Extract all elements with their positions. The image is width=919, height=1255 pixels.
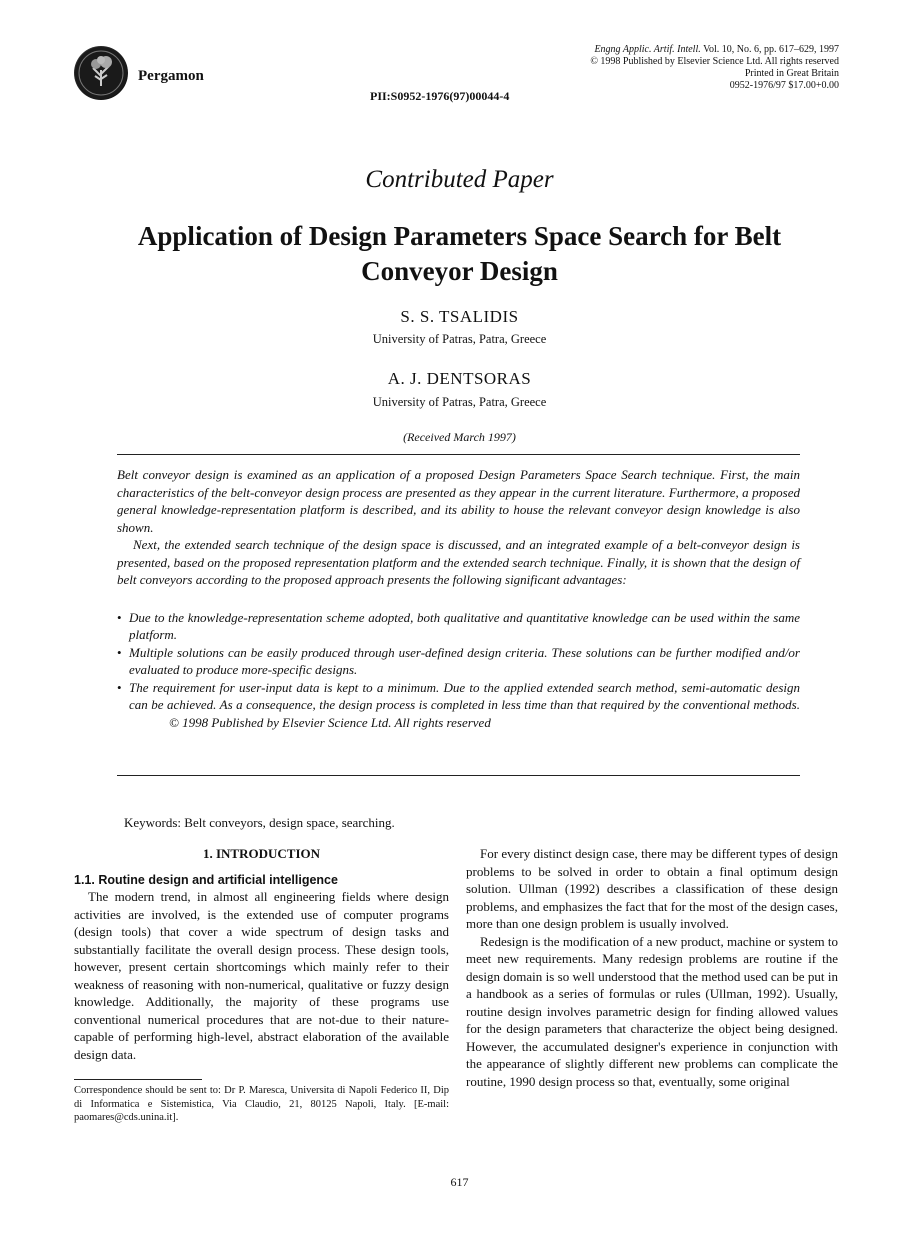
advantages-list bbox=[117, 609, 800, 732]
list-item bbox=[117, 679, 800, 732]
journal-citation-line bbox=[590, 44, 839, 56]
abstract-paragraph: Next, the extended search technique of the design space is discussed, and an integrated example of a belt-conveyor design is presented, based on the proposed representation platform and the extended search technique. Finally, it is shown that the design of belt conveyors according to the proposed approach presents the following significant advantages: bbox=[117, 537, 800, 587]
journal-price: 0952-1976/97 $17.00+0.00 bbox=[729, 80, 839, 91]
abstract-bottom-rule bbox=[117, 775, 800, 776]
title-line-1: Application of Design Parameters Space Search for Belt bbox=[137, 221, 782, 251]
author-name: A. J. DENTSORAS bbox=[387, 369, 532, 388]
journal-info bbox=[590, 44, 839, 92]
author-affiliation: University of Patras, Patra, Greece bbox=[372, 395, 547, 409]
left-column bbox=[74, 845, 449, 1125]
body-paragraph: The modern trend, in almost all engineering fields where design activities are involved, is the extended use of computer programs (design tools) that cover a wide spectrum of design tasks and substantially facilitate the overall design process. These design tools, however, present certain shortcomings which mainly refer to their weakness of reasoning with non-numerical, qualitative or fuzzy design knowledge. Additionally, the majority of these programs use conventional numerical procedures that are not-due to their nature-capable of performing high-level, abstract elaboration of the available design data. bbox=[74, 889, 449, 1062]
right-column bbox=[466, 845, 838, 1090]
subsection-heading: 1.1. Routine design and artificial intelligence bbox=[74, 873, 338, 887]
list-item: • Multiple solutions can be easily produced through user-defined design criteria. These solutions can be further modified and/or evaluated to produce more-specific designs. bbox=[117, 644, 800, 679]
abstract-top-rule bbox=[117, 454, 800, 455]
received-date: (Received March 1997) bbox=[403, 430, 516, 444]
list-item-text: The requirement for user-input data is kept to a minimum. Due to the applied extended search method, semi-automatic design can be achieved. As a consequence, the design process is completed in less time than that required by the conventional methods. bbox=[129, 679, 800, 712]
author-name: S. S. TSALIDIS bbox=[400, 307, 519, 326]
pii-code: PII:S0952-1976(97)00044-4 bbox=[370, 89, 510, 103]
abstract-paragraph: Belt conveyor design is examined as an application of a proposed Design Parameters Space Search technique. First, the main characteristics of the belt-conveyor design process are presented as they appear in the current literature. Furthermore, a proposed general knowledge-representation platform is described, and its ability to house the relevant conveyor design knowledge is also shown. bbox=[117, 467, 800, 535]
page-number: 617 bbox=[450, 1175, 469, 1189]
list-item: • Due to the knowledge-representation scheme adopted, both qualitative and quantitative knowledge can be used within the same platform. bbox=[117, 609, 800, 644]
tree-emblem-icon bbox=[74, 46, 128, 100]
journal-printed: Printed in Great Britain bbox=[744, 68, 839, 79]
journal-name: Engng Applic. Artif. Intell. bbox=[594, 44, 701, 55]
title-line-2: Conveyor Design bbox=[361, 256, 558, 286]
publisher-logo bbox=[74, 46, 128, 100]
footnote-rule bbox=[74, 1079, 202, 1080]
correspondence-footnote: Correspondence should be sent to: Dr P. Maresca, Universita di Napoli Federico II, Dip di Informatica e Sistemistica, Via Claudio, 21, 80125 Napoli, Italy. [E-mail: paomares@cds.unina.it]. bbox=[74, 1085, 449, 1123]
journal-copyright: © 1998 Published by Elsevier Science Ltd. All rights reserved bbox=[590, 56, 839, 67]
publisher-name: Pergamon bbox=[138, 68, 204, 84]
paper-type: Contributed Paper bbox=[365, 166, 554, 193]
abstract bbox=[117, 466, 800, 731]
journal-citation: Vol. 10, No. 6, pp. 617–629, 1997 bbox=[703, 44, 839, 55]
abstract-copyright: © 1998 Published by Elsevier Science Ltd. All rights reserved bbox=[169, 714, 491, 730]
author-affiliation: University of Patras, Patra, Greece bbox=[372, 332, 547, 346]
keywords: Keywords: Belt conveyors, design space, searching. bbox=[124, 815, 395, 830]
paper-title bbox=[0, 219, 919, 289]
body-paragraph: Redesign is the modification of a new product, machine or system to meet new requirements. Many redesign problems are routine if the design domain is so well understood that the method used can be put in a handbook as a series of formulas or rules (Ullman, 1992). Usually, routine design involves parametric design for finding allowed values for the design parameters that characterize the object being designed. However, the accumulated designer's experience in conjunction with the appearance of slightly different new problems can complicate the routine, 1990 design process so that, eventually, some original bbox=[466, 933, 838, 1089]
body-paragraph: For every distinct design case, there may be different types of design problems to be solved in order to obtain a final optimum design solution. Ullman (1992) describes a classification of these design problems, and emphasizes the fact that for the most of the design cases, more than one design problem is usually involved. bbox=[466, 846, 838, 931]
section-heading: 1. INTRODUCTION bbox=[202, 846, 320, 861]
